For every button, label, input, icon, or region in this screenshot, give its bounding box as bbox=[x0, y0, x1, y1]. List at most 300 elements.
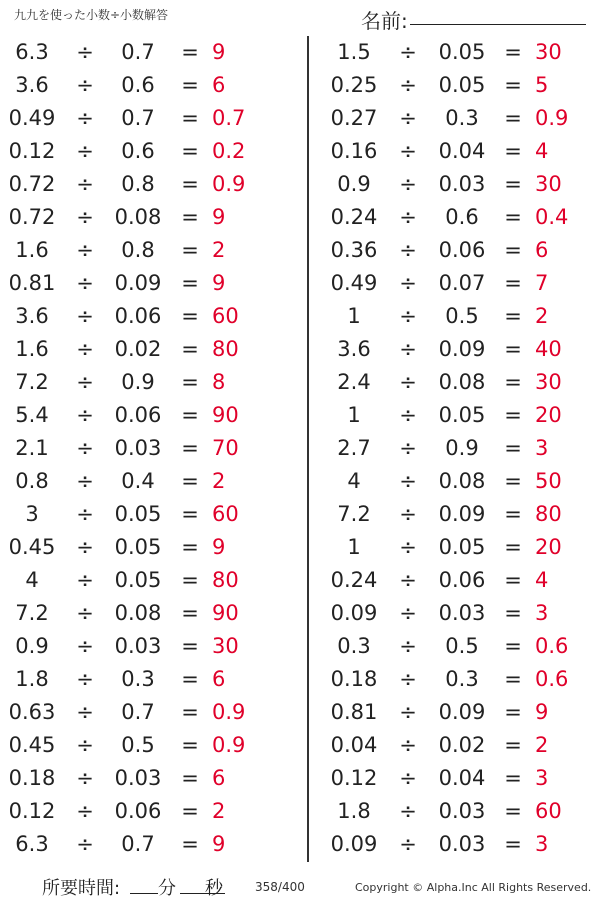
divisor: 0.5 bbox=[445, 304, 479, 328]
answer: 6 bbox=[212, 667, 226, 691]
divisor: 0.09 bbox=[438, 502, 486, 526]
divide-sign: ÷ bbox=[76, 766, 94, 790]
answer: 2 bbox=[212, 469, 226, 493]
divide-sign: ÷ bbox=[399, 106, 417, 130]
dividend: 1.6 bbox=[15, 337, 49, 361]
equals-sign: = bbox=[181, 568, 199, 592]
problem-row bbox=[0, 564, 300, 597]
equals-sign: = bbox=[504, 634, 522, 658]
problem-row bbox=[318, 828, 600, 861]
name-field-line[interactable] bbox=[410, 24, 586, 25]
divide-sign: ÷ bbox=[399, 667, 417, 691]
dividend: 0.12 bbox=[8, 139, 56, 163]
dividend: 0.81 bbox=[330, 700, 378, 724]
divide-sign: ÷ bbox=[399, 337, 417, 361]
divisor: 0.03 bbox=[438, 601, 486, 625]
dividend: 0.09 bbox=[330, 601, 378, 625]
equals-sign: = bbox=[181, 403, 199, 427]
answer: 3 bbox=[535, 832, 549, 856]
equals-sign: = bbox=[504, 436, 522, 460]
dividend: 1.6 bbox=[15, 238, 49, 262]
page-number: 358/400 bbox=[255, 880, 305, 894]
problem-row bbox=[0, 399, 300, 432]
problem-row bbox=[0, 69, 300, 102]
equals-sign: = bbox=[504, 799, 522, 823]
answer: 8 bbox=[212, 370, 226, 394]
divisor: 0.06 bbox=[114, 403, 162, 427]
dividend: 0.45 bbox=[8, 733, 56, 757]
problem-row bbox=[318, 300, 600, 333]
problem-row bbox=[318, 531, 600, 564]
divide-sign: ÷ bbox=[399, 700, 417, 724]
dividend: 0.04 bbox=[330, 733, 378, 757]
equals-sign: = bbox=[181, 139, 199, 163]
equals-sign: = bbox=[504, 106, 522, 130]
problem-row bbox=[0, 168, 300, 201]
equals-sign: = bbox=[504, 832, 522, 856]
answer: 6 bbox=[535, 238, 549, 262]
answer: 3 bbox=[535, 601, 549, 625]
divisor: 0.04 bbox=[438, 139, 486, 163]
dividend: 4 bbox=[347, 469, 361, 493]
answer: 0.9 bbox=[212, 172, 246, 196]
equals-sign: = bbox=[181, 106, 199, 130]
divisor: 0.06 bbox=[438, 568, 486, 592]
dividend: 6.3 bbox=[15, 832, 49, 856]
divisor: 0.05 bbox=[438, 40, 486, 64]
divide-sign: ÷ bbox=[399, 766, 417, 790]
divisor: 0.06 bbox=[438, 238, 486, 262]
answer: 9 bbox=[212, 535, 226, 559]
answer: 5 bbox=[535, 73, 549, 97]
equals-sign: = bbox=[181, 733, 199, 757]
problem-row bbox=[0, 102, 300, 135]
answer: 0.4 bbox=[535, 205, 569, 229]
answer: 90 bbox=[212, 403, 239, 427]
dividend: 0.49 bbox=[330, 271, 378, 295]
problem-row bbox=[318, 36, 600, 69]
divisor: 0.09 bbox=[114, 271, 162, 295]
name-label: 名前: bbox=[361, 9, 408, 33]
answer: 50 bbox=[535, 469, 562, 493]
equals-sign: = bbox=[504, 73, 522, 97]
divide-sign: ÷ bbox=[76, 304, 94, 328]
divisor: 0.9 bbox=[445, 436, 479, 460]
divide-sign: ÷ bbox=[399, 370, 417, 394]
divide-sign: ÷ bbox=[76, 667, 94, 691]
dividend: 0.16 bbox=[330, 139, 378, 163]
answer: 80 bbox=[535, 502, 562, 526]
equals-sign: = bbox=[504, 370, 522, 394]
equals-sign: = bbox=[181, 535, 199, 559]
divide-sign: ÷ bbox=[399, 238, 417, 262]
equals-sign: = bbox=[181, 172, 199, 196]
divisor: 0.7 bbox=[121, 40, 155, 64]
equals-sign: = bbox=[181, 700, 199, 724]
dividend: 0.36 bbox=[330, 238, 378, 262]
divide-sign: ÷ bbox=[76, 370, 94, 394]
equals-sign: = bbox=[504, 766, 522, 790]
divisor: 0.03 bbox=[114, 766, 162, 790]
equals-sign: = bbox=[181, 766, 199, 790]
equals-sign: = bbox=[504, 40, 522, 64]
divide-sign: ÷ bbox=[76, 436, 94, 460]
answer: 4 bbox=[535, 139, 549, 163]
problem-row bbox=[318, 729, 600, 762]
dividend: 3.6 bbox=[337, 337, 371, 361]
dividend: 7.2 bbox=[15, 601, 49, 625]
dividend: 1.5 bbox=[337, 40, 371, 64]
dividend: 1.8 bbox=[337, 799, 371, 823]
answer: 9 bbox=[212, 205, 226, 229]
problem-row bbox=[0, 234, 300, 267]
divisor: 0.03 bbox=[114, 634, 162, 658]
divisor: 0.08 bbox=[114, 601, 162, 625]
divisor: 0.3 bbox=[445, 106, 479, 130]
answer: 60 bbox=[212, 502, 239, 526]
dividend: 7.2 bbox=[337, 502, 371, 526]
problem-row bbox=[318, 102, 600, 135]
divide-sign: ÷ bbox=[399, 73, 417, 97]
divide-sign: ÷ bbox=[399, 436, 417, 460]
dividend: 0.81 bbox=[8, 271, 56, 295]
equals-sign: = bbox=[504, 172, 522, 196]
answer: 0.9 bbox=[212, 700, 246, 724]
problem-row bbox=[318, 663, 600, 696]
divide-sign: ÷ bbox=[399, 634, 417, 658]
divide-sign: ÷ bbox=[399, 271, 417, 295]
divide-sign: ÷ bbox=[399, 40, 417, 64]
answer: 0.2 bbox=[212, 139, 246, 163]
divide-sign: ÷ bbox=[76, 832, 94, 856]
divide-sign: ÷ bbox=[76, 172, 94, 196]
divisor: 0.5 bbox=[121, 733, 155, 757]
problem-row bbox=[318, 762, 600, 795]
divide-sign: ÷ bbox=[76, 700, 94, 724]
equals-sign: = bbox=[181, 40, 199, 64]
equals-sign: = bbox=[504, 238, 522, 262]
problem-row bbox=[318, 399, 600, 432]
divide-sign: ÷ bbox=[76, 733, 94, 757]
equals-sign: = bbox=[181, 502, 199, 526]
divisor: 0.9 bbox=[121, 370, 155, 394]
divisor: 0.05 bbox=[438, 535, 486, 559]
dividend: 3.6 bbox=[15, 304, 49, 328]
divide-sign: ÷ bbox=[76, 634, 94, 658]
dividend: 0.9 bbox=[15, 634, 49, 658]
problem-row bbox=[318, 333, 600, 366]
answer: 2 bbox=[212, 238, 226, 262]
divide-sign: ÷ bbox=[76, 535, 94, 559]
problem-row bbox=[0, 432, 300, 465]
problem-row bbox=[318, 498, 600, 531]
problem-row bbox=[0, 630, 300, 663]
dividend: 0.9 bbox=[337, 172, 371, 196]
divisor: 0.7 bbox=[121, 106, 155, 130]
answer: 9 bbox=[212, 40, 226, 64]
answer: 9 bbox=[535, 700, 549, 724]
divisor: 0.05 bbox=[114, 568, 162, 592]
answer: 90 bbox=[212, 601, 239, 625]
problem-row bbox=[0, 465, 300, 498]
divide-sign: ÷ bbox=[76, 601, 94, 625]
equals-sign: = bbox=[181, 832, 199, 856]
divisor: 0.06 bbox=[114, 799, 162, 823]
problem-row bbox=[318, 696, 600, 729]
divisor: 0.08 bbox=[114, 205, 162, 229]
problem-row bbox=[318, 267, 600, 300]
answer: 3 bbox=[535, 766, 549, 790]
divide-sign: ÷ bbox=[399, 502, 417, 526]
answer: 4 bbox=[535, 568, 549, 592]
answer: 20 bbox=[535, 535, 562, 559]
equals-sign: = bbox=[181, 436, 199, 460]
answer: 2 bbox=[535, 733, 549, 757]
dividend: 0.72 bbox=[8, 172, 56, 196]
problem-row bbox=[0, 795, 300, 828]
answer: 80 bbox=[212, 568, 239, 592]
right-problem-column bbox=[318, 36, 600, 861]
answer: 2 bbox=[212, 799, 226, 823]
dividend: 1 bbox=[347, 403, 361, 427]
problem-row bbox=[318, 630, 600, 663]
equals-sign: = bbox=[504, 139, 522, 163]
divisor: 0.03 bbox=[438, 832, 486, 856]
divisor: 0.05 bbox=[438, 73, 486, 97]
dividend: 2.7 bbox=[337, 436, 371, 460]
left-problem-column bbox=[0, 36, 300, 861]
dividend: 0.72 bbox=[8, 205, 56, 229]
answer: 0.7 bbox=[212, 106, 246, 130]
divisor: 0.3 bbox=[121, 667, 155, 691]
equals-sign: = bbox=[504, 502, 522, 526]
answer: 20 bbox=[535, 403, 562, 427]
divisor: 0.05 bbox=[114, 502, 162, 526]
answer: 7 bbox=[535, 271, 549, 295]
problem-row bbox=[318, 564, 600, 597]
dividend: 0.24 bbox=[330, 205, 378, 229]
divide-sign: ÷ bbox=[399, 568, 417, 592]
dividend: 6.3 bbox=[15, 40, 49, 64]
divisor: 0.7 bbox=[121, 700, 155, 724]
divisor: 0.03 bbox=[438, 799, 486, 823]
divisor: 0.03 bbox=[114, 436, 162, 460]
answer: 80 bbox=[212, 337, 239, 361]
problem-row bbox=[318, 795, 600, 828]
divide-sign: ÷ bbox=[399, 601, 417, 625]
dividend: 2.4 bbox=[337, 370, 371, 394]
divide-sign: ÷ bbox=[399, 172, 417, 196]
dividend: 3.6 bbox=[15, 73, 49, 97]
problem-row bbox=[318, 168, 600, 201]
divisor: 0.02 bbox=[114, 337, 162, 361]
divide-sign: ÷ bbox=[76, 106, 94, 130]
divisor: 0.05 bbox=[114, 535, 162, 559]
divide-sign: ÷ bbox=[399, 304, 417, 328]
seconds-unit: 秒 bbox=[205, 878, 223, 899]
dividend: 4 bbox=[25, 568, 39, 592]
equals-sign: = bbox=[181, 469, 199, 493]
equals-sign: = bbox=[181, 370, 199, 394]
dividend: 0.18 bbox=[330, 667, 378, 691]
dividend: 7.2 bbox=[15, 370, 49, 394]
dividend: 0.49 bbox=[8, 106, 56, 130]
dividend: 0.24 bbox=[330, 568, 378, 592]
minutes-unit: 分 bbox=[158, 878, 176, 899]
answer: 2 bbox=[535, 304, 549, 328]
divide-sign: ÷ bbox=[399, 139, 417, 163]
column-divider bbox=[307, 36, 309, 862]
dividend: 3 bbox=[25, 502, 39, 526]
dividend: 0.18 bbox=[8, 766, 56, 790]
divide-sign: ÷ bbox=[76, 40, 94, 64]
divide-sign: ÷ bbox=[76, 568, 94, 592]
divisor: 0.06 bbox=[114, 304, 162, 328]
answer: 0.9 bbox=[535, 106, 569, 130]
divisor: 0.07 bbox=[438, 271, 486, 295]
divisor: 0.03 bbox=[438, 172, 486, 196]
dividend: 0.12 bbox=[8, 799, 56, 823]
equals-sign: = bbox=[181, 238, 199, 262]
equals-sign: = bbox=[504, 271, 522, 295]
answer: 30 bbox=[535, 40, 562, 64]
answer: 30 bbox=[535, 370, 562, 394]
dividend: 2.1 bbox=[15, 436, 49, 460]
dividend: 0.25 bbox=[330, 73, 378, 97]
equals-sign: = bbox=[504, 733, 522, 757]
problem-row bbox=[0, 696, 300, 729]
answer: 3 bbox=[535, 436, 549, 460]
problem-row bbox=[318, 135, 600, 168]
divide-sign: ÷ bbox=[76, 205, 94, 229]
divisor: 0.8 bbox=[121, 172, 155, 196]
equals-sign: = bbox=[504, 667, 522, 691]
answer: 70 bbox=[212, 436, 239, 460]
answer: 0.9 bbox=[212, 733, 246, 757]
problem-row bbox=[318, 366, 600, 399]
dividend: 1 bbox=[347, 304, 361, 328]
answer: 30 bbox=[212, 634, 239, 658]
answer: 9 bbox=[212, 832, 226, 856]
divide-sign: ÷ bbox=[76, 238, 94, 262]
time-label: 所要時間: bbox=[42, 878, 121, 899]
answer: 0.6 bbox=[535, 634, 569, 658]
equals-sign: = bbox=[181, 799, 199, 823]
problem-row bbox=[0, 597, 300, 630]
dividend: 0.8 bbox=[15, 469, 49, 493]
problem-row bbox=[0, 267, 300, 300]
divide-sign: ÷ bbox=[399, 535, 417, 559]
equals-sign: = bbox=[504, 568, 522, 592]
problem-row bbox=[0, 135, 300, 168]
problem-row bbox=[0, 333, 300, 366]
divisor: 0.02 bbox=[438, 733, 486, 757]
divisor: 0.6 bbox=[445, 205, 479, 229]
equals-sign: = bbox=[181, 337, 199, 361]
equals-sign: = bbox=[504, 403, 522, 427]
divisor: 0.4 bbox=[121, 469, 155, 493]
answer: 0.6 bbox=[535, 667, 569, 691]
divisor: 0.8 bbox=[121, 238, 155, 262]
problem-row bbox=[318, 69, 600, 102]
equals-sign: = bbox=[504, 205, 522, 229]
dividend: 0.3 bbox=[337, 634, 371, 658]
divisor: 0.6 bbox=[121, 73, 155, 97]
problem-row bbox=[0, 531, 300, 564]
equals-sign: = bbox=[181, 73, 199, 97]
equals-sign: = bbox=[181, 601, 199, 625]
problem-row bbox=[0, 201, 300, 234]
divide-sign: ÷ bbox=[399, 733, 417, 757]
divisor: 0.7 bbox=[121, 832, 155, 856]
divide-sign: ÷ bbox=[76, 139, 94, 163]
problem-row bbox=[318, 465, 600, 498]
problem-row bbox=[318, 432, 600, 465]
divisor: 0.09 bbox=[438, 700, 486, 724]
problem-row bbox=[318, 234, 600, 267]
answer: 60 bbox=[535, 799, 562, 823]
dividend: 1.8 bbox=[15, 667, 49, 691]
divisor: 0.08 bbox=[438, 469, 486, 493]
equals-sign: = bbox=[504, 304, 522, 328]
divisor: 0.5 bbox=[445, 634, 479, 658]
equals-sign: = bbox=[181, 667, 199, 691]
equals-sign: = bbox=[181, 304, 199, 328]
problem-row bbox=[0, 762, 300, 795]
problem-row bbox=[0, 36, 300, 69]
divide-sign: ÷ bbox=[399, 469, 417, 493]
problem-row bbox=[0, 828, 300, 861]
equals-sign: = bbox=[181, 271, 199, 295]
problem-row bbox=[318, 597, 600, 630]
divide-sign: ÷ bbox=[76, 799, 94, 823]
dividend: 1 bbox=[347, 535, 361, 559]
answer: 6 bbox=[212, 766, 226, 790]
problem-row bbox=[0, 498, 300, 531]
dividend: 0.09 bbox=[330, 832, 378, 856]
dividend: 0.27 bbox=[330, 106, 378, 130]
answer: 30 bbox=[535, 172, 562, 196]
equals-sign: = bbox=[181, 634, 199, 658]
divisor: 0.3 bbox=[445, 667, 479, 691]
copyright-notice: Copyright © Alpha.Inc All Rights Reserved. bbox=[355, 881, 592, 894]
divide-sign: ÷ bbox=[399, 205, 417, 229]
equals-sign: = bbox=[504, 601, 522, 625]
problem-row bbox=[0, 729, 300, 762]
answer: 9 bbox=[212, 271, 226, 295]
answer: 60 bbox=[212, 304, 239, 328]
divide-sign: ÷ bbox=[76, 73, 94, 97]
divide-sign: ÷ bbox=[399, 832, 417, 856]
answer: 40 bbox=[535, 337, 562, 361]
divisor: 0.05 bbox=[438, 403, 486, 427]
answer: 6 bbox=[212, 73, 226, 97]
dividend: 0.63 bbox=[8, 700, 56, 724]
dividend: 5.4 bbox=[15, 403, 49, 427]
problem-row bbox=[0, 300, 300, 333]
equals-sign: = bbox=[504, 700, 522, 724]
divisor: 0.09 bbox=[438, 337, 486, 361]
divide-sign: ÷ bbox=[76, 502, 94, 526]
divisor: 0.6 bbox=[121, 139, 155, 163]
page-title: 九九を使った小数÷小数解答 bbox=[14, 8, 169, 22]
divide-sign: ÷ bbox=[76, 469, 94, 493]
equals-sign: = bbox=[181, 205, 199, 229]
divide-sign: ÷ bbox=[399, 403, 417, 427]
problem-row bbox=[0, 366, 300, 399]
minutes-field-line[interactable] bbox=[130, 893, 158, 894]
divide-sign: ÷ bbox=[399, 799, 417, 823]
